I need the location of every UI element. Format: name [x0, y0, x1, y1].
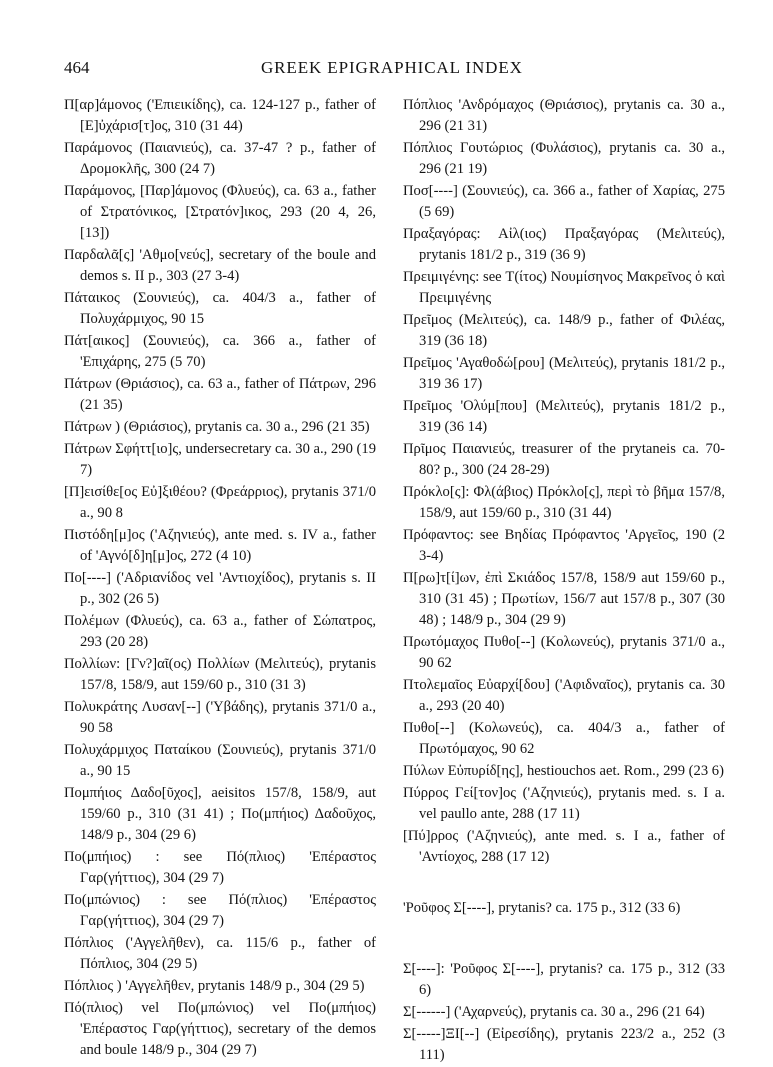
index-entry: Πιστόδη[μ]ος ('Αζηνιεύς), ante med. s. IV a., father of 'Αγνό[δ]η[μ]ος, 272 (4 10)	[64, 527, 376, 564]
index-entry: Πο(μπώνιος) : see Πό(πλιος) 'Επέραστος Γαρ(γήττιος), 304 (29 7)	[64, 892, 376, 929]
index-entry: Πάτρων (Θριάσιος), ca. 63 a., father of Πάτρων, 296 (21 35)	[64, 376, 376, 413]
index-entry: Π[ρω]τ[ί]ων, ἐπὶ Σκιάδος 157/8, 158/9 aut 159/60 p., 310 (31 45) ; Πρωτίων, 156/7 aut 157/8 p., 307 (30 48) ; 148/9 p., 304 (29 9)	[403, 570, 725, 628]
index-entry: Παράμονος, [Παρ]άμονος (Φλυεύς), ca. 63 a., father of Στρατόνικος, [Στρατόν]ικος, 293 (20 4, 26, [13])	[64, 183, 376, 241]
index-entry: Πομπήιος Δαδο[ῦχος], aeisitos 157/8, 158/9, aut 159/60 p., 310 (31 41) ; Πο(μπήιος) Δαδοῦχος, 148/9 p., 304 (29 6)	[64, 785, 376, 843]
page-number: 464	[64, 58, 90, 77]
index-entry: Πρωτόμαχος Πυθο[--] (Κολωνεύς), prytanis 371/0 a., 90 62	[403, 634, 725, 671]
left-column	[64, 95, 376, 1062]
index-entry: Πρεῖμος 'Αγαθοδώ[ρου] (Μελιτεύς), prytanis 181/2 p., 319 36 17)	[403, 355, 725, 392]
index-entry: Πρόκλο[ς]: Φλ(άβιος) Πρόκλο[ς], περὶ τὸ βῆμα 157/8, 158/9, aut 159/60 p., 310 (31 44)	[403, 484, 725, 521]
index-entry: Πό(πλιος) vel Πο(μπώνιος) vel Πο(μπήιος) 'Επέραστος Γαρ(γήττιος), secretary of the demos and boule 148/9 p., 304 (29 7)	[64, 1000, 376, 1058]
page-header	[64, 58, 724, 78]
index-entry: Πόπλιος ('Αγγελῆθεν), ca. 115/6 p., father of Πόπλιος, 304 (29 5)	[64, 935, 376, 972]
index-entry: Ποσ[----] (Σουνιεύς), ca. 366 a., father of Χαρίας, 275 (5 69)	[403, 183, 725, 220]
index-entry: Πάτρων Σφήττ[ιο]ς, undersecretary ca. 30 a., 290 (19 7)	[64, 441, 376, 478]
index-entry: Πάτ[αικος] (Σουνιεύς), ca. 366 a., father of 'Επιχάρης, 275 (5 70)	[64, 333, 376, 370]
index-entry: Πολέμων (Φλυεύς), ca. 63 a., father of Σώπατρος, 293 (20 28)	[64, 613, 376, 650]
index-entry: Πύλων Εὐπυρίδ[ης], hestiouchos aet. Rom., 299 (23 6)	[403, 763, 724, 779]
index-entry: Πόπλιος Γουτώριος (Φυλάσιος), prytanis ca. 30 a., 296 (21 19)	[403, 140, 725, 177]
index-entry: Πρειμιγένης: see Τ(ίτος) Νουμίσηνος Μακρεῖνος ὁ καὶ Πρειμιγένης	[403, 269, 725, 306]
index-entry: Πολλίων: [Γν?]αῖ(ος) Πολλίων (Μελιτεύς), prytanis 157/8, 158/9, aut 159/60 p., 310 (31 3)	[64, 656, 376, 693]
index-entry: Πτολεμαῖος Εὐαρχί[δου] ('Αφιδναῖος), prytanis ca. 30 a., 293 (20 40)	[403, 677, 725, 714]
index-entry: Πάταικος (Σουνιεύς), ca. 404/3 a., father of Πολυχάρμιχος, 90 15	[64, 290, 376, 327]
index-entry: Πυθο[--] (Κολωνεύς), ca. 404/3 a., father of Πρωτόμαχος, 90 62	[403, 720, 725, 757]
index-entry: Πολυκράτης Λυσαν[--] ('Υβάδης), prytanis 371/0 a., 90 58	[64, 699, 376, 736]
right-column	[403, 95, 725, 1067]
index-entry: Πο[----] ('Αδριανίδος vel 'Αντιοχίδος), prytanis s. II p., 302 (26 5)	[64, 570, 376, 607]
index-entry: Πύρρος Γεί[τον]ος ('Αζηνιεύς), prytanis med. s. I a. vel paullo ante, 288 (17 11)	[403, 785, 725, 822]
index-entry: [Πύ]ρρος ('Αζηνιεύς), ante med. s. I a., father of 'Αντίοχος, 288 (17 12)	[403, 828, 725, 865]
index-entry: Παράμονος (Παιανιεύς), ca. 37-47 ? p., father of Δρομοκλῆς, 300 (24 7)	[64, 140, 376, 177]
index-entry: [Π]εισίθε[ος Εὐ]ξιθέου? (Φρεάρριος), prytanis 371/0 a., 90 8	[64, 484, 376, 521]
running-title: GREEK EPIGRAPHICAL INDEX	[261, 58, 523, 77]
index-entry: Σ[-----]ΞΙ[--] (Εἰρεσίδης), prytanis 223/2 a., 252 (3 111)	[403, 1026, 725, 1063]
index-entry: Πο(μπήιος) : see Πό(πλιος) 'Επέραστος Γαρ(γήττιος), 304 (29 7)	[64, 849, 376, 886]
index-entry: Πραξαγόρας: Αἰλ(ιος) Πραξαγόρας (Μελιτεύς), prytanis 181/2 p., 319 (36 9)	[403, 226, 725, 263]
index-entry: Πόπλιος 'Ανδρόμαχος (Θριάσιος), prytanis ca. 30 a., 296 (21 31)	[403, 97, 725, 134]
index-entry: 'Ροῦφος Σ[----], prytanis? ca. 175 p., 312 (33 6)	[403, 900, 681, 916]
index-entry: Σ[----]: 'Ροῦφος Σ[----], prytanis? ca. 175 p., 312 (33 6)	[403, 961, 725, 998]
index-entry: Π[αρ]άμονος ('Επιεικίδης), ca. 124-127 p., father of [Ε]ὐχάρισ[τ]ος, 310 (31 44)	[64, 97, 376, 134]
index-entry: Πάτρων ) (Θριάσιος), prytanis ca. 30 a., 296 (21 35)	[64, 419, 370, 435]
index-entry: Πρόφαντος: see Βηδίας Πρόφαντος 'Αργεῖος, 190 (2 3-4)	[403, 527, 725, 564]
index-entry: Σ[------] ('Αχαρνεύς), prytanis ca. 30 a., 296 (21 64)	[403, 1004, 705, 1020]
index-entry: Πόπλιος ) 'Αγγελῆθεν, prytanis 148/9 p., 304 (29 5)	[64, 978, 365, 994]
index-entry: Παρδαλᾶ[ς] 'Αθμο[νεύς], secretary of the boule and demos s. II p., 303 (27 3-4)	[64, 247, 376, 284]
index-entry: Πρῖμος Παιανιεύς, treasurer of the prytaneis ca. 70-80? p., 300 (24 28-29)	[403, 441, 725, 478]
index-entry: Πρεῖμος (Μελιτεύς), ca. 148/9 p., father of Φιλέας, 319 (36 18)	[403, 312, 725, 349]
index-entry: Πολυχάρμιχος Παταίκου (Σουνιεύς), prytanis 371/0 a., 90 15	[64, 742, 376, 779]
index-entry: Πρεῖμος 'Ολύμ[που] (Μελιτεύς), prytanis 181/2 p., 319 (36 14)	[403, 398, 725, 435]
